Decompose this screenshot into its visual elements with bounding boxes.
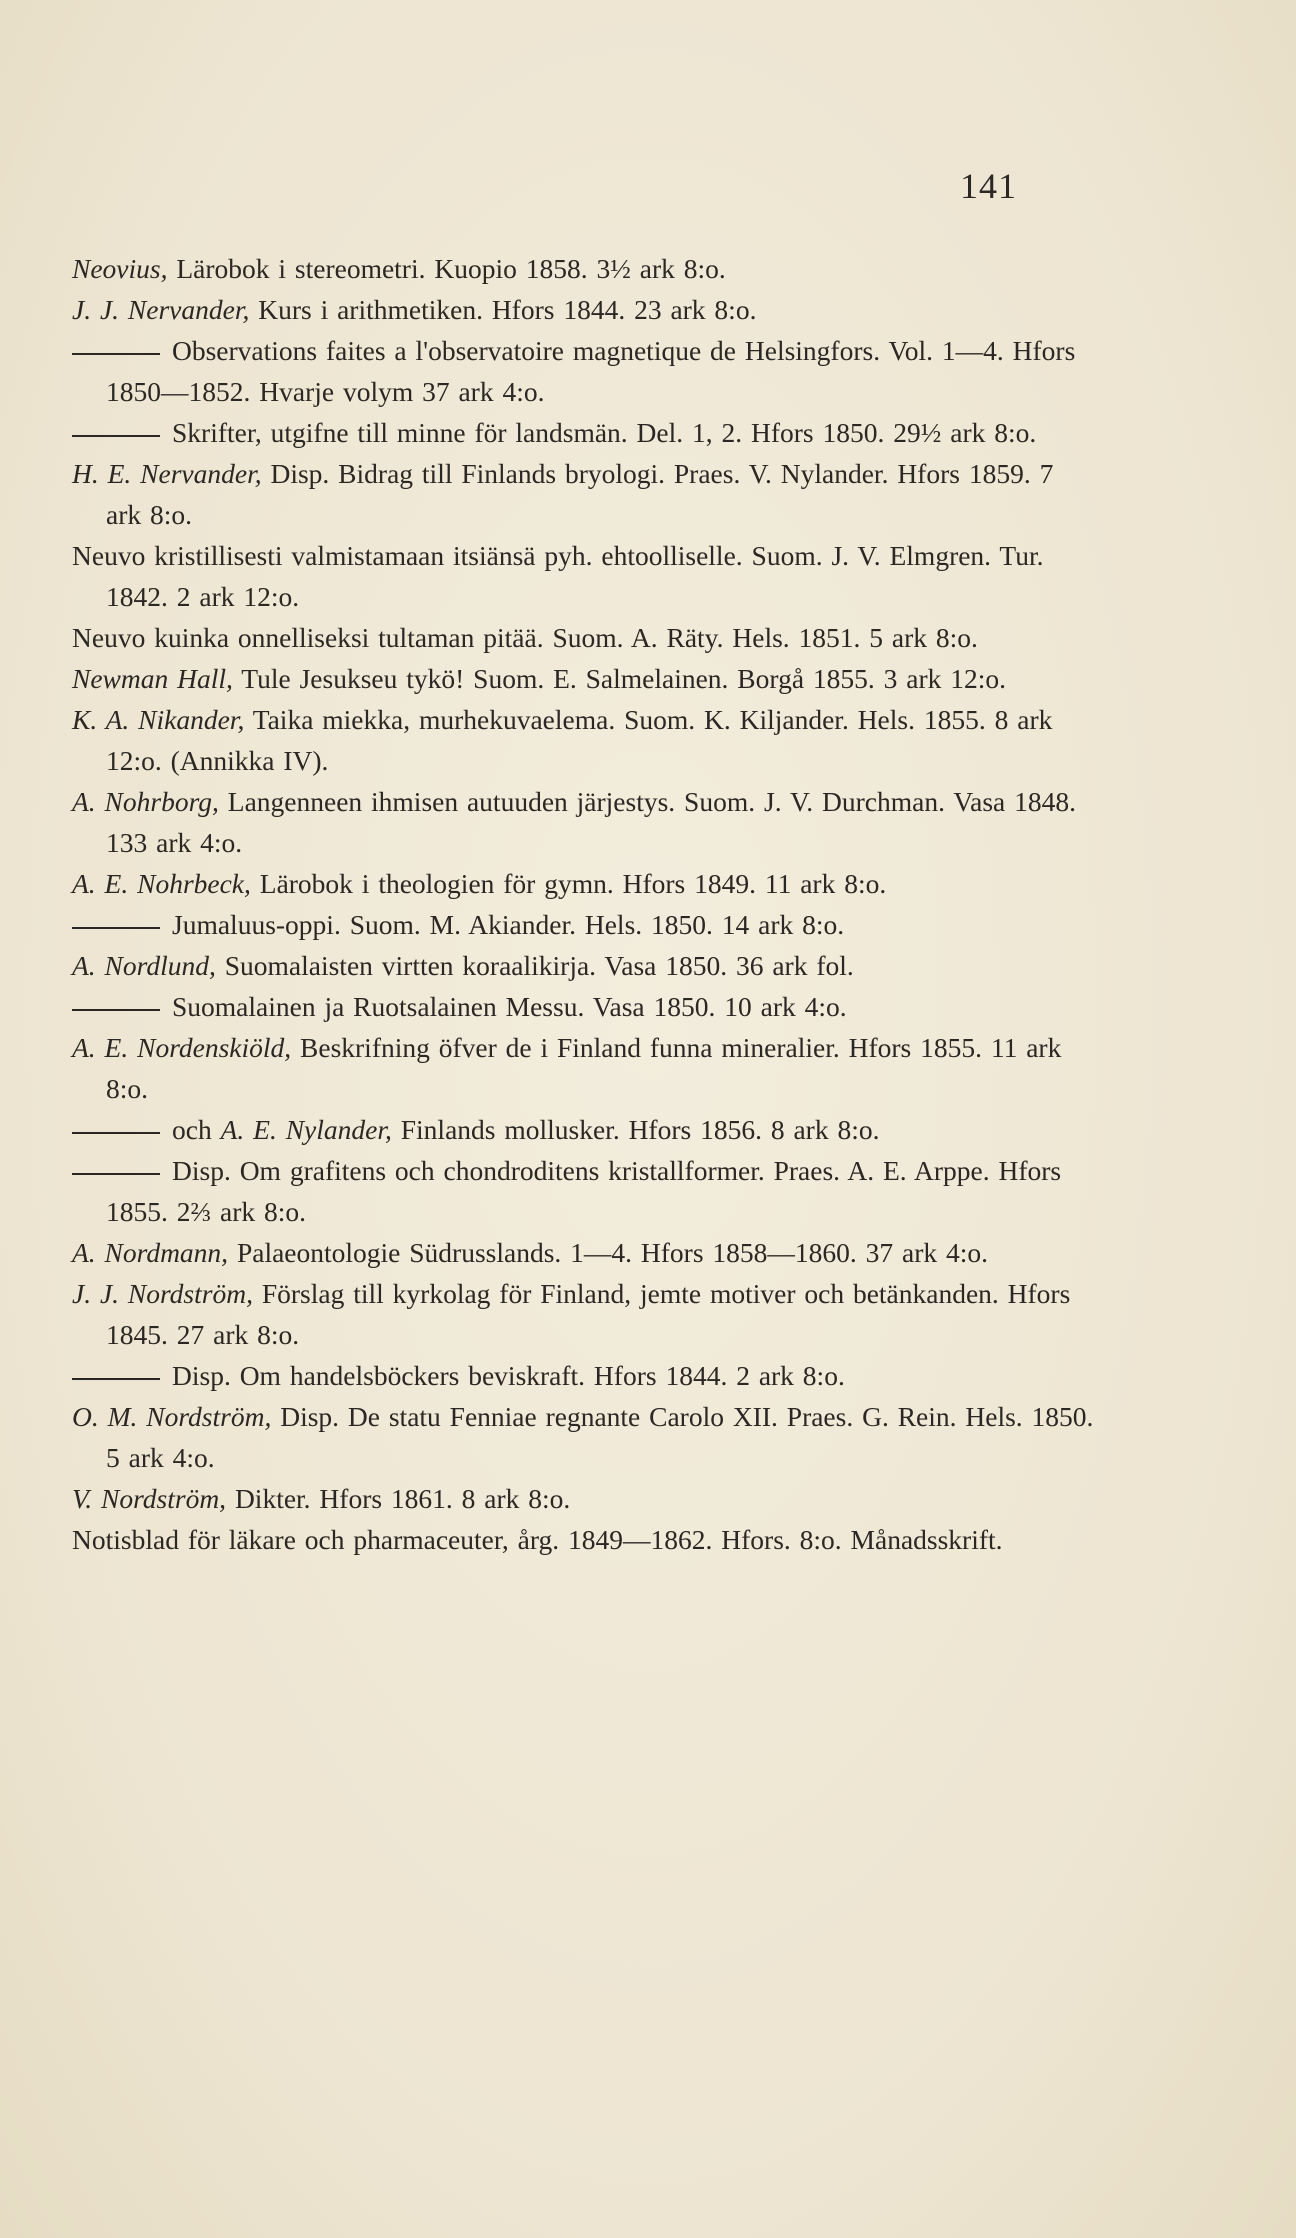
entry-text: Palaeontologie Südrusslands. 1—4. Hfors 1858—1860. 37 ark 4:o. [236,1237,989,1268]
entry-author: J. J. Nordström, [72,1278,253,1309]
entry-text: Lärobok i stereometri. Kuopio 1858. 3½ ark 8:o. [176,253,726,284]
entry-author: Neovius, [72,253,168,284]
entry-coauthor: A. E. Nylander, [220,1114,392,1145]
entry-author: O. M. Nordström, [72,1401,272,1432]
entry-text: Taika miekka, murhekuvaelema. Suom. K. Kiljander. Hels. 1855. 8 ark 12:o. (Annikka IV). [106,704,1053,776]
bibliography-entry [72,248,1097,289]
bibliography-entry [72,1150,1097,1232]
bibliography-entry [72,945,1097,986]
entry-text: Skrifter, utgifne till minne för landsmän. Del. 1, 2. Hfors 1850. 29½ ark 8:o. [172,417,1037,448]
entry-text: Lärobok i theologien för gymn. Hfors 1849. 11 ark 8:o. [259,868,887,899]
bibliography-entry [72,781,1097,863]
bibliography-entry [72,904,1097,945]
entry-text: Disp. Bidrag till Finlands bryologi. Praes. V. Nylander. Hfors 1859. 7 ark 8:o. [106,458,1054,530]
bibliography-entry [72,617,1097,658]
entry-author: J. J. Nervander, [72,294,250,325]
entry-author: Newman Hall, [72,663,233,694]
entry-text: Tule Jesukseu tykö! Suom. E. Salmelainen. Borgå 1855. 3 ark 12:o. [241,663,1007,694]
entry-author: H. E. Nervander, [72,458,262,489]
ditto-dash [72,353,160,355]
entry-text: Suomalainen ja Ruotsalainen Messu. Vasa 1850. 10 ark 4:o. [172,991,847,1022]
entry-text: Kurs i arithmetiken. Hfors 1844. 23 ark 8:o. [258,294,757,325]
bibliography-entry [72,289,1097,330]
entry-text: Disp. Om grafitens och chondroditens kristallformer. Praes. A. E. Arppe. Hfors 1855. 2⅔ ark 8:o. [106,1155,1062,1227]
bibliography-list [72,248,1097,1560]
ditto-dash [72,1378,160,1380]
bibliography-entry [72,1355,1097,1396]
entry-text: Neuvo kuinka onnelliseksi tultaman pitää. Suom. A. Räty. Hels. 1851. 5 ark 8:o. [72,622,978,653]
bibliography-entry [72,1109,1097,1150]
bibliography-entry [72,658,1097,699]
bibliography-entry [72,863,1097,904]
entry-text: Beskrifning öfver de i Finland funna mineralier. Hfors 1855. 11 ark 8:o. [106,1032,1062,1104]
ditto-dash [72,927,160,929]
bibliography-entry [72,1232,1097,1273]
ditto-dash [72,1132,160,1134]
entry-text: Finlands mollusker. Hfors 1856. 8 ark 8:o. [400,1114,880,1145]
ditto-dash [72,1009,160,1011]
entry-author: A. Nohrborg, [72,786,219,817]
bibliography-entry [72,412,1097,453]
entry-author: A. Nordlund, [72,950,216,981]
bibliography-entry [72,1519,1097,1560]
entry-prefix: och [172,1114,212,1145]
entry-text: Langenneen ihmisen autuuden järjestys. Suom. J. V. Durchman. Vasa 1848. 133 ark 4:o. [106,786,1077,858]
bibliography-entry [72,1273,1097,1355]
entry-text: Suomalaisten virtten koraalikirja. Vasa 1850. 36 ark fol. [224,950,854,981]
bibliography-entry [72,535,1097,617]
entry-author: V. Nordström, [72,1483,227,1514]
entry-text: Dikter. Hfors 1861. 8 ark 8:o. [234,1483,571,1514]
entry-author: A. E. Nohrbeck, [72,868,251,899]
bibliography-entry [72,986,1097,1027]
bibliography-entry [72,1396,1097,1478]
ditto-dash [72,1173,160,1175]
entry-text: Observations faites a l'observatoire magnetique de Helsingfors. Vol. 1—4. Hfors 1850—1852. Hvarje volym 37 ark 4:o. [106,335,1076,407]
entry-text: Förslag till kyrkolag för Finland, jemte motiver och betänkanden. Hfors 1845. 27 ark 8:o. [106,1278,1071,1350]
bibliography-entry [72,699,1097,781]
bibliography-entry [72,453,1097,535]
entry-text: Neuvo kristillisesti valmistamaan itsiänsä pyh. ehtoolliselle. Suom. J. V. Elmgren. Tur. 1842. 2 ark 12:o. [72,540,1044,612]
entry-text: Jumaluus-oppi. Suom. M. Akiander. Hels. 1850. 14 ark 8:o. [172,909,845,940]
entry-text: Disp. Om handelsböckers beviskraft. Hfors 1844. 2 ark 8:o. [172,1360,845,1391]
bibliography-entry [72,1478,1097,1519]
entry-author: K. A. Nikander, [72,704,245,735]
bibliography-entry [72,330,1097,412]
entry-author: A. E. Nordenskiöld, [72,1032,292,1063]
bibliography-entry [72,1027,1097,1109]
entry-author: A. Nordmann, [72,1237,229,1268]
page-number: 141 [960,166,1017,206]
ditto-dash [72,435,160,437]
entry-text: Notisblad för läkare och pharmaceuter, årg. 1849—1862. Hfors. 8:o. Månadsskrift. [72,1524,1003,1555]
entry-text: Disp. De statu Fenniae regnante Carolo XII. Praes. G. Rein. Hels. 1850. 5 ark 4:o. [106,1401,1094,1473]
